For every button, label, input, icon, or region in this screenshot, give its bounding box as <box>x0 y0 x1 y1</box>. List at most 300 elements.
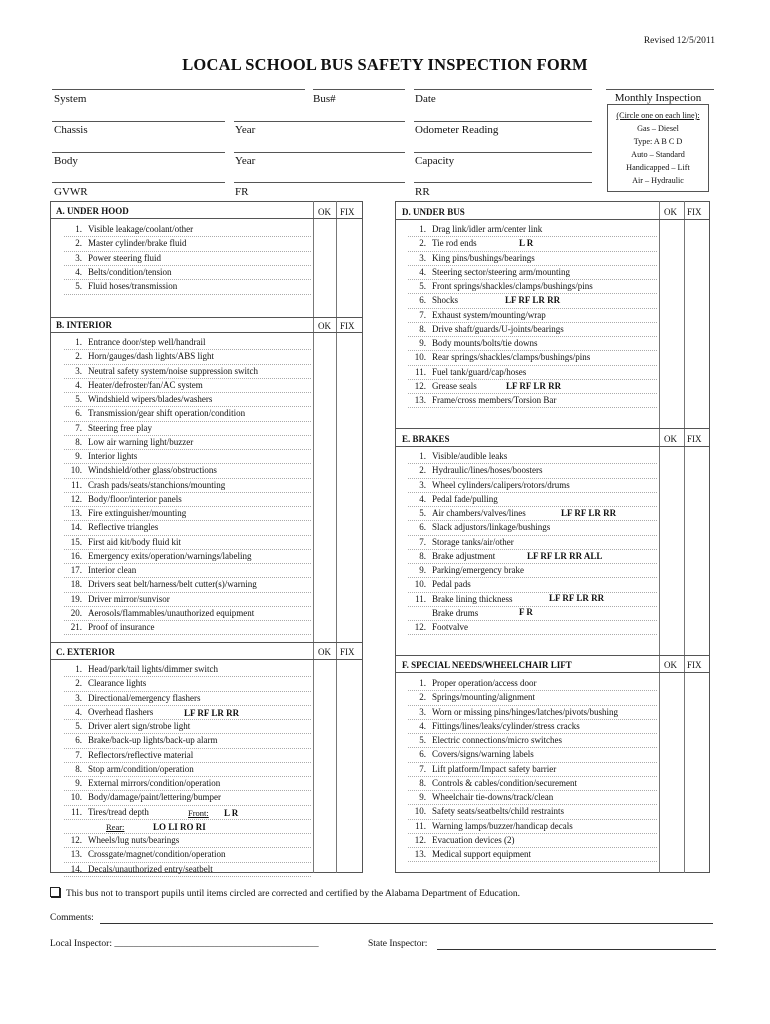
ok-header: OK <box>664 207 677 217</box>
year-label: Year <box>235 155 256 167</box>
row-separator <box>64 676 311 677</box>
ok-checkbox-cell[interactable] <box>313 790 336 804</box>
checklist-item <box>404 224 542 234</box>
item-number: 13. <box>414 395 426 405</box>
fix-checkbox-cell[interactable] <box>684 833 710 847</box>
row-separator <box>64 805 311 806</box>
row-separator <box>64 606 311 607</box>
ok-checkbox-cell[interactable] <box>313 478 336 492</box>
fix-checkbox-cell[interactable] <box>684 336 710 350</box>
item-number: 5. <box>419 281 426 291</box>
fix-checkbox-cell[interactable] <box>336 606 363 620</box>
fix-checkbox-cell[interactable] <box>684 393 710 407</box>
section-c-title: C. EXTERIOR <box>56 647 116 657</box>
ok-checkbox-cell[interactable] <box>659 379 684 393</box>
ok-checkbox-cell[interactable] <box>659 747 684 761</box>
item-label: Emergency exits/operation/warnings/labeling <box>88 550 252 561</box>
capacity-line[interactable] <box>414 182 592 183</box>
fix-checkbox-cell[interactable] <box>336 748 363 762</box>
item-number: 18. <box>70 579 82 590</box>
row-separator <box>64 251 311 252</box>
ok-checkbox-cell[interactable] <box>659 449 684 463</box>
fix-checkbox-cell[interactable] <box>684 804 710 818</box>
ok-checkbox-cell[interactable] <box>313 463 336 477</box>
item-number: 19. <box>70 593 82 604</box>
ok-checkbox-cell[interactable] <box>313 535 336 549</box>
fix-checkbox-cell[interactable] <box>684 776 710 790</box>
ok-checkbox-cell[interactable] <box>313 862 336 876</box>
ok-checkbox-cell[interactable] <box>313 506 336 520</box>
fix-checkbox-cell[interactable] <box>336 691 363 705</box>
item-label: Fire extinguisher/mounting <box>88 508 187 518</box>
item-label: Windshield/other glass/obstructions <box>88 465 217 476</box>
comments-label: Comments: <box>50 913 94 923</box>
row-separator <box>64 492 311 493</box>
ok-checkbox-cell[interactable] <box>659 236 684 250</box>
year-line[interactable] <box>234 152 405 153</box>
checklist-item <box>60 778 220 788</box>
ok-checkbox-cell[interactable] <box>659 577 684 591</box>
item-label: Warning lamps/buzzer/handicap decals <box>432 820 573 831</box>
fix-checkbox-cell[interactable] <box>336 406 363 420</box>
row-separator <box>408 776 657 777</box>
fix-checkbox-cell[interactable] <box>336 392 363 406</box>
header-line <box>606 89 714 90</box>
fix-checkbox-cell[interactable] <box>336 535 363 549</box>
checklist-item <box>60 750 193 760</box>
ok-checkbox-cell[interactable] <box>313 492 336 506</box>
ok-checkbox-cell[interactable] <box>659 520 684 534</box>
checklist-item <box>60 608 254 618</box>
front-tire-options[interactable]: L R <box>224 808 239 818</box>
fix-checkbox-cell[interactable] <box>336 577 363 591</box>
item-label: Springs/mounting/alignment <box>432 692 535 703</box>
item-number: 8. <box>75 436 82 447</box>
row-separator <box>64 833 311 834</box>
ok-checkbox-cell[interactable] <box>659 676 684 690</box>
ok-checkbox-cell[interactable] <box>659 265 684 279</box>
checklist-item <box>60 565 136 575</box>
ok-checkbox-cell[interactable] <box>659 393 684 407</box>
item-label: Fluid hoses/transmission <box>88 281 178 292</box>
date-line[interactable] <box>414 121 592 122</box>
ok-checkbox-cell[interactable] <box>659 365 684 379</box>
checklist-item <box>404 537 514 547</box>
item-label: Brake drums <box>432 607 479 618</box>
bus-label: Bus# <box>313 93 336 105</box>
checklist-item <box>404 735 562 745</box>
ok-checkbox-cell[interactable] <box>659 804 684 818</box>
fix-checkbox-cell[interactable] <box>336 364 363 378</box>
shocks-options[interactable]: LF RF LR RR <box>505 295 561 305</box>
ok-checkbox-cell[interactable] <box>659 705 684 719</box>
ok-checkbox-cell[interactable] <box>659 492 684 506</box>
brake-adjustment-options[interactable]: LF RF LR RR ALL <box>527 551 603 561</box>
fix-checkbox-cell[interactable] <box>684 520 710 534</box>
item-label: Body mounts/bolts/tie downs <box>432 338 538 348</box>
ok-checkbox-cell[interactable] <box>313 719 336 733</box>
item-label: Storage tanks/air/other <box>432 536 514 547</box>
ok-checkbox-cell[interactable] <box>313 222 336 236</box>
item-label: Controls & cables/condition/securement <box>432 777 577 788</box>
checklist-item <box>60 735 217 745</box>
ok-checkbox-cell[interactable] <box>313 335 336 349</box>
ok-checkbox-cell[interactable] <box>659 790 684 804</box>
fix-checkbox-cell[interactable] <box>336 335 363 349</box>
checklist-item <box>404 792 553 802</box>
checklist-item <box>60 864 213 874</box>
item-number: 7. <box>419 309 426 320</box>
row-separator <box>408 733 657 734</box>
fix-checkbox-cell[interactable] <box>684 293 710 307</box>
fix-checkbox-cell[interactable] <box>684 265 710 279</box>
item-number: 2. <box>75 238 82 249</box>
item-number: 2. <box>419 238 426 249</box>
fix-checkbox-cell[interactable] <box>336 463 363 477</box>
fix-checkbox-cell[interactable] <box>336 492 363 506</box>
item-label: Wheel cylinders/calipers/rotors/drums <box>432 479 570 490</box>
checklist-item <box>60 238 186 248</box>
fix-checkbox-cell[interactable] <box>684 847 710 861</box>
checklist-item <box>404 749 534 759</box>
fix-checkbox-cell[interactable] <box>336 620 363 634</box>
gvwr-line[interactable] <box>52 182 225 183</box>
row-separator <box>408 336 657 337</box>
row-separator <box>64 847 311 848</box>
ok-checkbox-cell[interactable] <box>313 265 336 279</box>
item-label: Slack adjustors/linkage/bushings <box>432 522 551 533</box>
local-inspector-label[interactable]: Local Inspector: ___________________________________________ <box>50 939 319 949</box>
item-label: Steering free play <box>88 422 152 433</box>
item-label: Safety seats/seatbelts/child restraints <box>432 806 564 817</box>
checklist-item <box>404 806 564 816</box>
rear-tire-options[interactable]: LO LI RO RI <box>153 822 206 832</box>
section-divider <box>395 446 710 447</box>
ok-checkbox-cell[interactable] <box>659 847 684 861</box>
item-number: 14. <box>70 863 82 874</box>
fix-checkbox-cell[interactable] <box>336 421 363 435</box>
ok-checkbox-cell[interactable] <box>313 805 336 819</box>
fix-checkbox-cell[interactable] <box>336 435 363 449</box>
ok-checkbox-cell[interactable] <box>313 833 336 847</box>
item-number: 6. <box>419 749 426 760</box>
fix-checkbox-cell[interactable] <box>684 790 710 804</box>
ok-checkbox-cell[interactable] <box>659 506 684 520</box>
ok-checkbox-cell[interactable] <box>659 463 684 477</box>
ok-checkbox-cell[interactable] <box>659 549 684 563</box>
fix-checkbox-cell[interactable] <box>336 733 363 747</box>
ok-checkbox-cell[interactable] <box>659 336 684 350</box>
fix-checkbox-cell[interactable] <box>684 492 710 506</box>
fix-checkbox-cell[interactable] <box>684 506 710 520</box>
item-number: 21. <box>70 622 82 632</box>
item-number: 12. <box>70 835 82 845</box>
checklist-item <box>60 366 258 376</box>
fix-checkbox-cell[interactable] <box>684 620 710 634</box>
ok-checkbox-cell[interactable] <box>313 733 336 747</box>
fix-checkbox-cell[interactable] <box>336 776 363 790</box>
row-separator <box>408 833 657 834</box>
page-title: LOCAL SCHOOL BUS SAFETY INSPECTION FORM <box>182 55 588 74</box>
item-label: Tires/tread depth <box>88 806 149 817</box>
item-number: 4. <box>419 266 426 277</box>
checklist-item <box>404 465 542 475</box>
ok-checkbox-cell[interactable] <box>313 577 336 591</box>
ok-checkbox-cell[interactable] <box>313 762 336 776</box>
checklist-item <box>404 551 495 561</box>
odometer-line[interactable] <box>414 152 592 153</box>
fix-checkbox-cell[interactable] <box>336 449 363 463</box>
fr-label: FR <box>235 186 249 198</box>
fix-checkbox-cell[interactable] <box>684 379 710 393</box>
ok-checkbox-cell[interactable] <box>659 251 684 265</box>
fix-checkbox-cell[interactable] <box>684 563 710 577</box>
state-inspector-label: State Inspector: <box>368 939 428 949</box>
ok-checkbox-cell[interactable] <box>659 719 684 733</box>
fix-checkbox-cell[interactable] <box>336 862 363 876</box>
ok-checkbox-cell[interactable] <box>313 251 336 265</box>
body-line[interactable] <box>52 152 225 153</box>
item-label: Reflective triangles <box>88 522 159 533</box>
fix-checkbox-cell[interactable] <box>336 719 363 733</box>
ok-checkbox-cell[interactable] <box>313 606 336 620</box>
certification-note: This bus not to transport pupils until items circled are corrected and certified by the Alabama Department of Education. <box>50 887 520 899</box>
tie-rod-options[interactable]: L R <box>519 238 534 248</box>
fix-checkbox-cell[interactable] <box>336 520 363 534</box>
fix-checkbox-cell[interactable] <box>336 478 363 492</box>
ok-checkbox-cell[interactable] <box>313 847 336 861</box>
ok-checkbox-cell[interactable] <box>313 691 336 705</box>
brake-type-option[interactable]: Air – Hydraulic <box>632 176 684 185</box>
row-separator <box>408 847 657 848</box>
ok-checkbox-cell[interactable] <box>659 733 684 747</box>
ok-checkbox-cell[interactable] <box>313 421 336 435</box>
ok-checkbox-cell[interactable] <box>659 350 684 364</box>
fix-checkbox-cell[interactable] <box>336 833 363 847</box>
ok-checkbox-cell[interactable] <box>313 392 336 406</box>
grease-seal-options[interactable]: LF RF LR RR <box>506 381 562 391</box>
row-separator <box>64 748 311 749</box>
ok-checkbox-cell[interactable] <box>659 322 684 336</box>
ok-checkbox-cell[interactable] <box>313 406 336 420</box>
item-label: Neutral safety system/noise suppression switch <box>88 365 258 376</box>
fix-checkbox-cell[interactable] <box>336 676 363 690</box>
checklist-item <box>404 381 477 391</box>
checklist-item <box>404 267 570 277</box>
fix-checkbox-cell[interactable] <box>336 549 363 563</box>
fix-checkbox-cell[interactable] <box>336 265 363 279</box>
checklist-item <box>60 707 153 717</box>
fix-checkbox-cell[interactable] <box>684 747 710 761</box>
checklist-item <box>60 508 186 518</box>
ok-checkbox-cell[interactable] <box>659 222 684 236</box>
ok-checkbox-cell[interactable] <box>659 563 684 577</box>
row-separator <box>64 449 311 450</box>
ok-checkbox-cell[interactable] <box>659 308 684 322</box>
ok-checkbox-cell[interactable] <box>659 293 684 307</box>
fix-checkbox-cell[interactable] <box>336 662 363 676</box>
item-label: Crossgate/magnet/condition/operation <box>88 849 226 860</box>
checklist-item <box>404 338 538 348</box>
item-number: 5. <box>419 508 426 518</box>
ok-checkbox-cell[interactable] <box>313 279 336 293</box>
fix-checkbox-cell[interactable] <box>684 676 710 690</box>
item-number: 6. <box>419 295 426 306</box>
certification-checkbox[interactable] <box>50 887 60 897</box>
ok-checkbox-cell[interactable] <box>659 279 684 293</box>
fix-checkbox-cell[interactable] <box>684 535 710 549</box>
item-number: 7. <box>75 422 82 433</box>
ok-checkbox-cell[interactable] <box>313 449 336 463</box>
fix-checkbox-cell[interactable] <box>684 350 710 364</box>
item-number: 17. <box>70 565 82 575</box>
fix-checkbox-cell[interactable] <box>684 279 710 293</box>
header-line <box>313 89 405 90</box>
fix-checkbox-cell[interactable] <box>336 222 363 236</box>
ok-checkbox-cell[interactable] <box>659 833 684 847</box>
ok-checkbox-cell[interactable] <box>313 705 336 719</box>
section-divider <box>395 672 710 673</box>
fix-checkbox-cell[interactable] <box>684 705 710 719</box>
fix-checkbox-cell[interactable] <box>684 762 710 776</box>
ok-checkbox-cell[interactable] <box>659 762 684 776</box>
item-number: 3. <box>75 365 82 376</box>
ok-checkbox-cell[interactable] <box>313 236 336 250</box>
section-a-title: A. UNDER HOOD <box>56 206 129 216</box>
fix-checkbox-cell[interactable] <box>684 222 710 236</box>
fix-checkbox-cell[interactable] <box>684 449 710 463</box>
row-separator <box>64 577 311 578</box>
comments-line[interactable] <box>100 923 713 924</box>
fuel-option[interactable]: Gas – Diesel <box>637 124 679 133</box>
fix-checkbox-cell[interactable] <box>684 463 710 477</box>
ok-checkbox-cell[interactable] <box>659 690 684 704</box>
ok-checkbox-cell[interactable] <box>659 535 684 549</box>
fix-checkbox-cell[interactable] <box>684 733 710 747</box>
fix-checkbox-cell[interactable] <box>684 577 710 591</box>
ok-checkbox-cell[interactable] <box>313 662 336 676</box>
ok-checkbox-cell[interactable] <box>313 676 336 690</box>
section-d-title: D. UNDER BUS <box>402 207 465 217</box>
year-line[interactable] <box>234 182 405 183</box>
fix-checkbox-cell[interactable] <box>336 847 363 861</box>
odometer-label: Odometer Reading <box>415 124 499 136</box>
ok-checkbox-cell[interactable] <box>313 378 336 392</box>
ok-checkbox-cell[interactable] <box>659 776 684 790</box>
air-chamber-options[interactable]: LF RF LR RR <box>561 508 617 518</box>
fix-checkbox-cell[interactable] <box>684 322 710 336</box>
row-separator <box>64 862 311 863</box>
ok-checkbox-cell[interactable] <box>313 549 336 563</box>
row-separator <box>408 535 657 536</box>
fix-checkbox-cell[interactable] <box>336 349 363 363</box>
year-line[interactable] <box>234 121 405 122</box>
chassis-line[interactable] <box>52 121 225 122</box>
ok-checkbox-cell[interactable] <box>659 819 684 833</box>
fix-checkbox-cell[interactable] <box>684 549 710 563</box>
fix-checkbox-cell[interactable] <box>336 378 363 392</box>
fix-checkbox-cell[interactable] <box>684 592 710 606</box>
fix-checkbox-cell[interactable] <box>684 251 710 265</box>
fix-checkbox-cell[interactable] <box>684 690 710 704</box>
fix-checkbox-cell[interactable] <box>684 308 710 322</box>
item-number: 2. <box>419 465 426 476</box>
fix-checkbox-cell[interactable] <box>684 719 710 733</box>
handicapped-option[interactable]: Handicapped – Lift <box>626 163 690 172</box>
fix-checkbox-cell[interactable] <box>336 762 363 776</box>
item-label: Visible leakage/coolant/other <box>88 224 194 234</box>
capacity-label: Capacity <box>415 155 455 167</box>
item-number: 7. <box>419 763 426 774</box>
ok-checkbox-cell[interactable] <box>313 435 336 449</box>
fix-checkbox-cell[interactable] <box>684 236 710 250</box>
fix-checkbox-cell[interactable] <box>336 805 363 819</box>
item-label: Lift platform/Impact safety barrier <box>432 763 557 774</box>
row-separator <box>408 819 657 820</box>
overhead-flasher-options[interactable]: LF RF LR RR <box>184 708 240 718</box>
row-separator <box>64 506 311 507</box>
fix-checkbox-cell[interactable] <box>336 563 363 577</box>
fix-checkbox-cell[interactable] <box>684 819 710 833</box>
fix-checkbox-cell[interactable] <box>684 365 710 379</box>
lining-options[interactable]: LF RF LR RR <box>549 593 605 603</box>
fix-checkbox-cell[interactable] <box>336 592 363 606</box>
fix-checkbox-cell[interactable] <box>336 236 363 250</box>
ok-checkbox-cell[interactable] <box>313 776 336 790</box>
item-number: 1. <box>419 678 426 688</box>
ok-checkbox-cell[interactable] <box>313 349 336 363</box>
fix-checkbox-cell[interactable] <box>336 279 363 293</box>
ok-checkbox-cell[interactable] <box>313 748 336 762</box>
ok-checkbox-cell[interactable] <box>313 819 336 833</box>
item-label: Fittings/lines/leaks/cylinder/stress cracks <box>432 720 580 731</box>
drum-options[interactable]: F R <box>519 607 533 617</box>
ok-checkbox-cell[interactable] <box>313 592 336 606</box>
fix-checkbox-cell[interactable] <box>684 606 710 620</box>
ok-checkbox-cell[interactable] <box>313 520 336 534</box>
ok-checkbox-cell[interactable] <box>313 620 336 634</box>
item-label: Head/park/tail lights/dimmer switch <box>88 664 218 674</box>
item-number: 1. <box>75 224 82 234</box>
checklist-item <box>404 508 526 518</box>
state-inspector-line[interactable] <box>437 949 716 950</box>
fix-checkbox-cell[interactable] <box>336 790 363 804</box>
item-label: Tie rod ends <box>432 238 477 249</box>
transmission-option[interactable]: Auto – Standard <box>631 150 685 159</box>
chassis-label: Chassis <box>54 124 88 136</box>
type-option[interactable]: Type: A B C D <box>633 137 683 146</box>
fix-checkbox-cell[interactable] <box>336 506 363 520</box>
item-label: Grease seals <box>432 380 477 391</box>
checklist-item <box>404 565 524 575</box>
ok-checkbox-cell[interactable] <box>659 620 684 634</box>
fix-checkbox-cell[interactable] <box>336 819 363 833</box>
item-number: 1. <box>419 224 426 234</box>
fix-checkbox-cell[interactable] <box>336 705 363 719</box>
ok-checkbox-cell[interactable] <box>659 592 684 606</box>
item-number: 8. <box>419 777 426 788</box>
ok-checkbox-cell[interactable] <box>659 606 684 620</box>
ok-checkbox-cell[interactable] <box>313 563 336 577</box>
checklist-item <box>60 253 161 263</box>
fix-checkbox-cell[interactable] <box>684 478 710 492</box>
monthly-inspection-box <box>607 104 709 192</box>
checklist-item <box>404 821 573 831</box>
ok-checkbox-cell[interactable] <box>659 478 684 492</box>
ok-checkbox-cell[interactable] <box>313 364 336 378</box>
fix-checkbox-cell[interactable] <box>336 251 363 265</box>
checklist-item <box>60 849 225 859</box>
